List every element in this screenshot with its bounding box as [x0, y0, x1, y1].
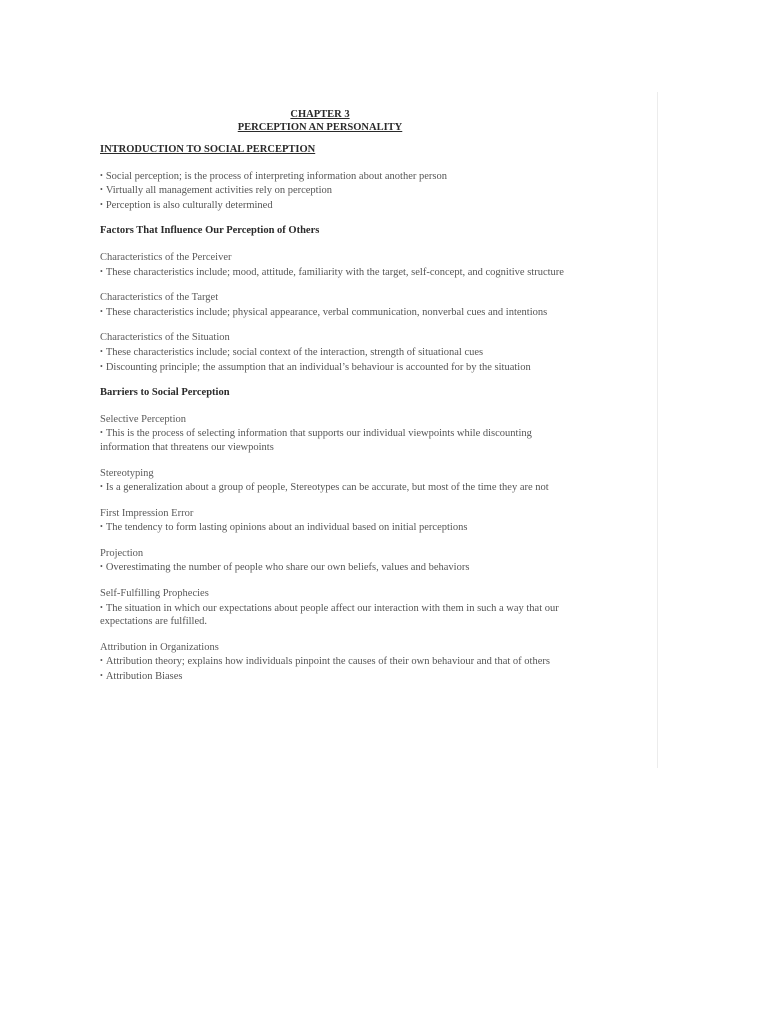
chapter-name: PERCEPTION AN PERSONALITY [237, 122, 403, 133]
bullet-dot-icon: • [100, 428, 103, 438]
bullet-text: These characteristics include; mood, attitude, familiarity with the target, self-concept, and cognitive structure [105, 266, 564, 278]
bullet-text: This is the process of selecting information that supports our individual viewpoints while discounting information that threatens our viewpoints [100, 428, 532, 453]
bullet-dot-icon: • [100, 671, 103, 681]
subsection-heading: Self-Fulfilling Prophecies [100, 588, 209, 600]
chapter-number: CHAPTER 3 [290, 109, 350, 120]
subsection [100, 547, 570, 575]
bullet-text: Perception is also culturally determined [105, 199, 273, 211]
bullet-text: These characteristics include; social context of the interaction, strength of situational cues [105, 346, 484, 358]
factors-section [100, 251, 570, 374]
intro-heading: INTRODUCTION TO SOCIAL PERCEPTION [100, 144, 316, 155]
bullet-text: Overestimating the number of people who share our own beliefs, values and behaviors [105, 562, 470, 574]
subsection [100, 413, 570, 455]
bullet-dot-icon: • [100, 185, 103, 195]
subsection [100, 331, 570, 374]
bullet-dot-icon: • [100, 361, 103, 371]
bullet-dot-icon: • [100, 266, 103, 276]
bullet-item [100, 198, 570, 213]
subsection-heading: First Impression Error [100, 507, 194, 519]
bullet-text: These characteristics include; physical appearance, verbal communication, nonverbal cues and intentions [105, 306, 548, 318]
subsection-heading: Projection [100, 547, 144, 559]
bullet-dot-icon: • [100, 522, 103, 532]
bullet-item [100, 360, 570, 375]
bullet-text: Discounting principle; the assumption that an individual’s behaviour is accounted for by the situation [105, 361, 531, 373]
bullet-dot-icon: • [100, 562, 103, 572]
bullet-text: Virtually all management activities rely on perception [105, 185, 333, 197]
bullet-item [100, 169, 570, 184]
document-page [100, 108, 570, 696]
bullet-text: The tendency to form lasting opinions about an individual based on initial perceptions [105, 522, 468, 534]
bullet-item [100, 520, 570, 535]
bullet-text: Is a generalization about a group of people, Stereotypes can be accurate, but most of the time they are not [105, 482, 549, 494]
bullet-item [100, 601, 570, 629]
subsection [100, 251, 570, 279]
subsection [100, 641, 570, 684]
subsection [100, 507, 570, 535]
subsection [100, 467, 570, 495]
subsection-heading: Characteristics of the Perceiver [100, 251, 232, 263]
subsection-heading: Attribution in Organizations [100, 641, 219, 653]
bullet-text: The situation in which our expectations about people affect our interaction with them in such a way that our expectations are fulfilled. [100, 602, 559, 628]
intro-list [100, 169, 570, 213]
bullet-dot-icon: • [100, 656, 103, 666]
subsection [100, 291, 570, 319]
bullet-item [100, 265, 570, 280]
bullet-item [100, 669, 570, 684]
page-edge-divider [657, 92, 658, 768]
barriers-section [100, 413, 570, 684]
bullet-item [100, 426, 570, 454]
subsection-heading: Characteristics of the Situation [100, 332, 230, 344]
bullet-dot-icon: • [100, 306, 103, 316]
bullet-dot-icon: • [100, 346, 103, 356]
subsection-heading: Selective Perception [100, 413, 187, 425]
subsection [100, 587, 570, 629]
bullet-text: Social perception; is the process of interpreting information about another person [105, 170, 447, 182]
chapter-title [70, 108, 570, 134]
bullet-dot-icon: • [100, 482, 103, 492]
bullet-dot-icon: • [100, 602, 103, 612]
bullet-item [100, 345, 570, 360]
bullet-item [100, 560, 570, 575]
factors-heading: Factors That Influence Our Perception of Others [100, 225, 320, 237]
bullet-item [100, 654, 570, 669]
bullet-item [100, 183, 570, 198]
subsection-heading: Stereotyping [100, 467, 154, 479]
bullet-text: Attribution Biases [105, 671, 183, 683]
bullet-dot-icon: • [100, 170, 103, 180]
bullet-item [100, 305, 570, 320]
bullet-text: Attribution theory; explains how individuals pinpoint the causes of their own behaviour and that of others [105, 656, 550, 668]
bullet-dot-icon: • [100, 199, 103, 209]
subsection-heading: Characteristics of the Target [100, 292, 219, 304]
barriers-heading: Barriers to Social Perception [100, 387, 230, 399]
bullet-item [100, 480, 570, 495]
